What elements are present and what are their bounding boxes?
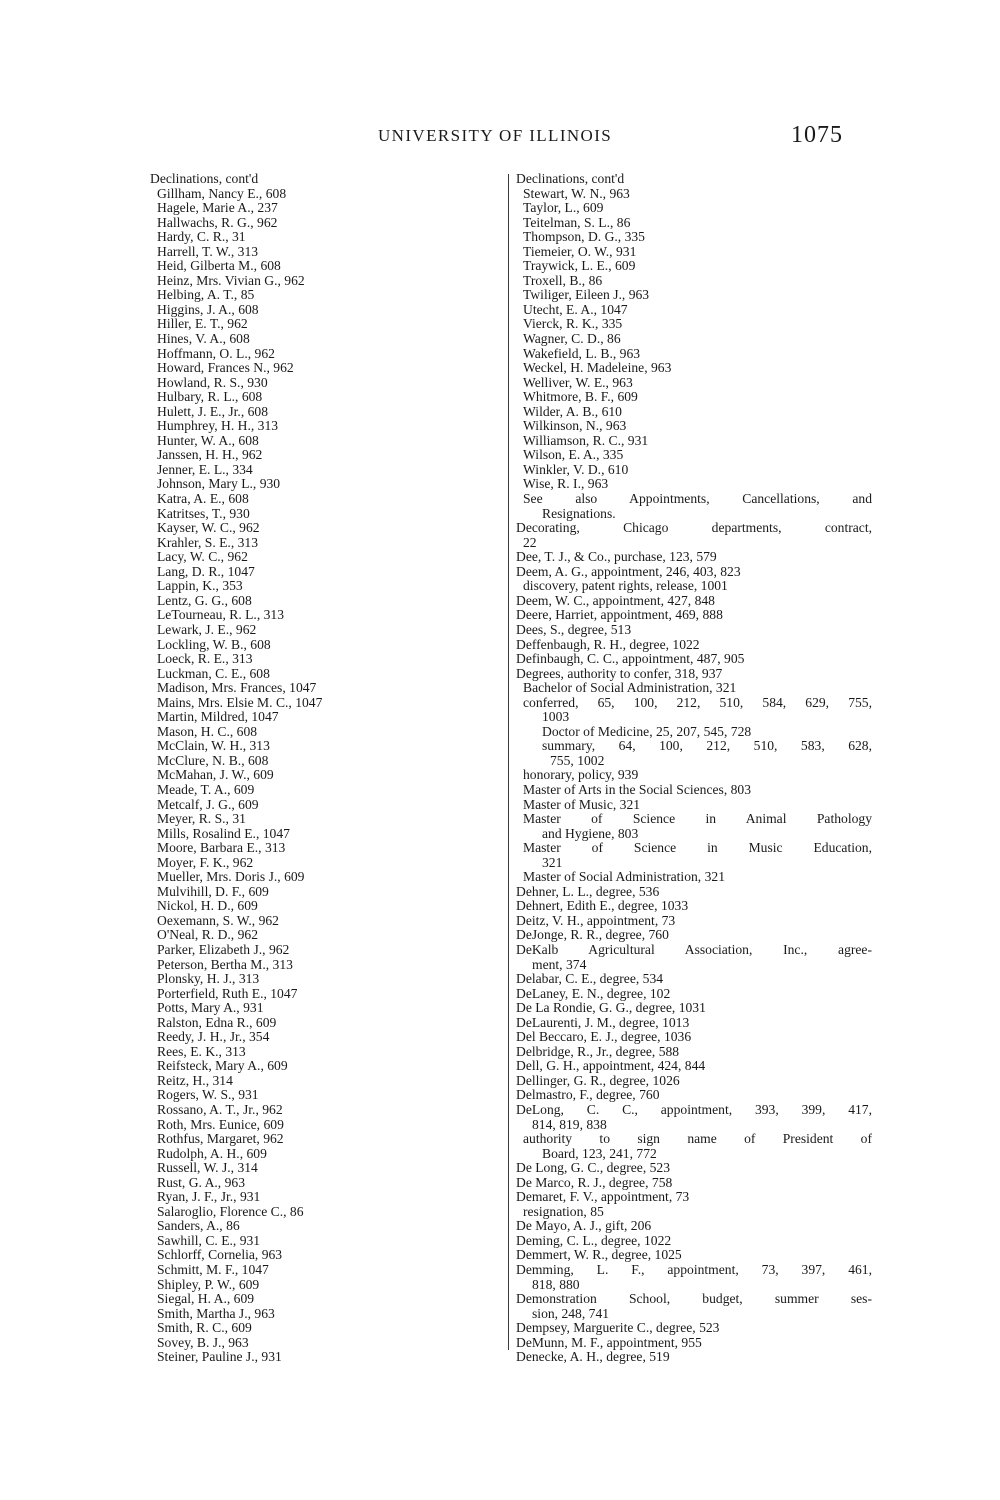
index-subentry: sion, 248, 741 [532,1305,610,1321]
index-subentry: Russell, W. J., 314 [157,1160,258,1176]
index-subentry: Mulvihill, D. F., 609 [157,883,269,899]
index-subentry: Sanders, A., 86 [157,1218,240,1234]
index-subentry: summary, 64, 100, 212, 510, 583, 628, [542,738,872,754]
index-subentry: Oexemann, S. W., 962 [157,912,279,928]
index-subentry: Reedy, J. H., Jr., 354 [157,1029,270,1045]
index-heading: Dehner, L. L., degree, 536 [516,883,660,899]
index-subentry: Meyer, R. S., 31 [157,811,246,827]
index-subentry: 1003 [542,709,570,725]
index-subentry: Whitmore, B. F., 609 [523,389,638,405]
index-subentry: Rossano, A. T., Jr., 962 [157,1102,283,1117]
index-column-left [150,172,500,1365]
index-subentry: McClain, W. H., 313 [157,738,270,754]
index-subentry: Martin, Mildred, 1047 [157,709,279,725]
index-heading: Decorating, Chicago departments, contract, [516,520,872,536]
index-subentry: Loeck, R. E., 313 [157,651,253,667]
index-subentry: Reitz, H., 314 [157,1072,233,1088]
index-subentry: Schmitt, M. F., 1047 [157,1262,269,1278]
index-subentry: Lappin, K., 353 [157,578,243,594]
index-subentry: Madison, Mrs. Frances, 1047 [157,680,317,696]
index-subentry: Mueller, Mrs. Doris J., 609 [157,869,305,885]
index-heading: De Marco, R. J., degree, 758 [516,1174,673,1190]
index-subentry: Lentz, G. G., 608 [157,592,252,608]
index-heading: DeLong, C. C., appointment, 393, 399, 417, [516,1102,872,1117]
index-subentry: Potts, Mary A., 931 [157,1000,264,1016]
index-subentry: See also Appointments, Cancellations, and [523,491,872,507]
index-heading: Delmastro, F., degree, 760 [516,1087,660,1103]
index-subentry: Hallwachs, R. G., 962 [157,214,278,230]
index-subentry: Traywick, L. E., 609 [523,258,636,274]
index-subentry: McClure, N. B., 608 [157,752,269,768]
index-subentry: Bachelor of Social Administration, 321 [523,680,737,696]
index-subentry: Salaroglio, Florence C., 86 [157,1203,304,1219]
running-head [0,122,1000,152]
index-subentry: Mills, Rosalind E., 1047 [157,825,290,841]
index-subentry: honorary, policy, 939 [523,767,639,783]
index-subentry: Reifsteck, Mary A., 609 [157,1058,288,1074]
index-subentry: Krahler, S. E., 313 [157,534,259,550]
index-heading: De La Rondie, G. G., degree, 1031 [516,1000,706,1016]
index-subentry: Lockling, W. B., 608 [157,636,271,652]
index-subentry: authority to sign name of President of [523,1131,872,1147]
index-subentry: Wilder, A. B., 610 [523,403,622,419]
index-subentry: Schlorff, Cornelia, 963 [157,1247,283,1263]
index-subentry: Troxell, B., 86 [523,272,603,288]
index-subentry: Lacy, W. C., 962 [157,549,248,565]
index-subentry: conferred, 65, 100, 212, 510, 584, 629, 755, [523,694,872,710]
index-subentry: Peterson, Bertha M., 313 [157,956,293,972]
index-subentry: Roth, Mrs. Eunice, 609 [157,1116,284,1132]
index-subentry: Resignations. [542,505,616,521]
index-heading: De Long, G. C., degree, 523 [516,1160,671,1176]
index-subentry: Wakefield, L. B., 963 [523,345,641,361]
index-subentry: Rogers, W. S., 931 [157,1087,259,1103]
index-subentry: Siegal, H. A., 609 [157,1291,255,1307]
index-subentry: Tiemeier, O. W., 931 [523,243,637,259]
index-subentry: Utecht, E. A., 1047 [523,301,628,317]
index-subentry: Vierck, R. K., 335 [523,316,623,332]
index-subentry: Hiller, E. T., 962 [157,316,248,332]
index-heading: Deming, C. L., degree, 1022 [516,1232,672,1248]
index-subentry: McMahan, J. W., 609 [157,767,274,783]
index-heading: Denecke, A. H., degree, 519 [516,1349,670,1365]
index-subentry: Sawhill, C. E., 931 [157,1232,261,1248]
index-heading: Deitz, V. H., appointment, 73 [516,912,676,928]
index-subentry: Ryan, J. F., Jr., 931 [157,1189,261,1205]
index-subentry: Winkler, V. D., 610 [523,461,629,477]
index-subentry: Mason, H. C., 608 [157,723,258,739]
index-subentry: ment, 374 [532,956,587,972]
index-subentry: 321 [542,854,563,870]
index-subentry: Mains, Mrs. Elsie M. C., 1047 [157,694,323,710]
index-subentry: Smith, Martha J., 963 [157,1305,275,1321]
index-subentry: Shipley, P. W., 609 [157,1276,260,1292]
index-subentry: Wilkinson, N., 963 [523,418,627,434]
index-subentry: 755, 1002 [550,752,605,768]
index-subentry: Harrell, T. W., 313 [157,243,259,259]
index-subentry: Rothfus, Margaret, 962 [157,1131,284,1147]
index-heading: Deem, W. C., appointment, 427, 848 [516,592,715,608]
index-subentry: Steiner, Pauline J., 931 [157,1349,282,1365]
page-number: 1075 [791,122,843,148]
index-subentry: Wagner, C. D., 86 [523,331,621,347]
index-subentry: Hunter, W. A., 608 [157,432,259,448]
index-subentry: 814, 819, 838 [532,1116,607,1132]
index-subentry: O'Neal, R. D., 962 [157,927,258,943]
index-subentry: Master of Science in Animal Pathology [523,811,872,827]
index-heading: Definbaugh, C. C., appointment, 487, 905 [516,651,745,667]
index-subentry: Doctor of Medicine, 25, 207, 545, 728 [542,723,752,739]
index-subentry: 818, 880 [532,1276,580,1292]
index-subentry: Katra, A. E., 608 [157,491,249,507]
index-subentry: Johnson, Mary L., 930 [157,476,281,492]
index-subentry: Board, 123, 241, 772 [542,1145,657,1161]
index-heading: Dellinger, G. R., degree, 1026 [516,1072,680,1088]
index-subentry: Hardy, C. R., 31 [157,229,246,245]
column-divider [508,174,509,1350]
index-heading: DeJonge, R. R., degree, 760 [516,927,669,943]
index-subentry: Moyer, F. K., 962 [157,854,254,870]
index-heading: Dempsey, Marguerite C., degree, 523 [516,1320,720,1336]
index-subentry: LeTourneau, R. L., 313 [157,607,285,623]
index-subentry: Nickol, H. D., 609 [157,898,258,914]
index-subentry: Hoffmann, O. L., 962 [157,345,275,361]
index-subentry: Plonsky, H. J., 313 [157,971,260,987]
index-subentry: Heid, Gilberta M., 608 [157,258,281,274]
index-subentry: Higgins, J. A., 608 [157,301,259,317]
index-subentry: Teitelman, S. L., 86 [523,214,631,230]
index-subentry: Stewart, W. N., 963 [523,185,630,201]
index-heading: Dehnert, Edith E., degree, 1033 [516,898,689,914]
index-subentry: Ralston, Edna R., 609 [157,1014,277,1030]
index-subentry: Howard, Frances N., 962 [157,360,294,376]
index-subentry: Luckman, C. E., 608 [157,665,270,681]
index-heading: Demonstration School, budget, summer ses- [516,1291,872,1307]
index-subentry: Taylor, L., 609 [523,200,604,216]
index-subentry: Williamson, R. C., 931 [523,432,649,448]
index-subentry: Lang, D. R., 1047 [157,563,255,579]
index-subentry: Rudolph, A. H., 609 [157,1145,267,1161]
index-subentry: Kayser, W. C., 962 [157,520,260,536]
index-subentry: Lewark, J. E., 962 [157,621,257,637]
index-heading: Dees, S., degree, 513 [516,621,632,637]
index-column-right [516,172,872,1365]
index-heading: DeLaurenti, J. M., degree, 1013 [516,1014,690,1030]
index-heading: Delabar, C. E., degree, 534 [516,971,664,987]
index-subentry: Smith, R. C., 609 [157,1320,252,1336]
index-heading: Del Beccaro, E. J., degree, 1036 [516,1029,692,1045]
index-subentry: Thompson, D. G., 335 [523,229,645,245]
index-subentry: 22 [523,534,537,550]
index-heading: DeMunn, M. F., appointment, 955 [516,1334,702,1350]
index-heading: Demming, L. F., appointment, 73, 397, 461, [516,1262,872,1278]
index-subentry: Weckel, H. Madeleine, 963 [523,360,672,376]
index-subentry: Janssen, H. H., 962 [157,447,263,463]
index-subentry: Rust, G. A., 963 [157,1174,245,1190]
index-subentry: Heinz, Mrs. Vivian G., 962 [157,272,305,288]
page-header-title: UNIVERSITY OF ILLINOIS [378,126,613,145]
index-heading: DeKalb Agricultural Association, Inc., agree- [516,941,872,957]
index-heading: Delbridge, R., Jr., degree, 588 [516,1043,680,1059]
index-subentry: Humphrey, H. H., 313 [157,418,279,434]
index-heading: Degrees, authority to confer, 318, 937 [516,665,723,681]
index-heading: Dee, T. J., & Co., purchase, 123, 579 [516,549,717,565]
index-subentry: Hagele, Marie A., 237 [157,200,278,216]
index-heading: Demaret, F. V., appointment, 73 [516,1189,690,1205]
index-subentry: Hines, V. A., 608 [157,331,250,347]
index-heading: Deere, Harriet, appointment, 469, 888 [516,607,723,623]
index-heading: De Mayo, A. J., gift, 206 [516,1218,652,1234]
index-subentry: Meade, T. A., 609 [157,781,255,797]
index-subentry: Jenner, E. L., 334 [157,461,253,477]
index-subentry: Welliver, W. E., 963 [523,374,633,390]
index-subentry: Master of Social Administration, 321 [523,869,725,885]
index-subentry: Master of Arts in the Social Sciences, 803 [523,781,752,797]
index-subentry: discovery, patent rights, release, 1001 [523,578,728,594]
index-heading: Deffenbaugh, R. H., degree, 1022 [516,636,700,652]
index-subentry: Rees, E. K., 313 [157,1043,246,1059]
index-subentry: Howland, R. S., 930 [157,374,268,390]
index-subentry: Helbing, A. T., 85 [157,287,255,303]
index-subentry: Master of Science in Music Education, [523,840,872,856]
index-heading: Declinations, cont'd [516,171,625,186]
index-heading: Demmert, W. R., degree, 1025 [516,1247,682,1263]
index-subentry: Gillham, Nancy E., 608 [157,185,287,201]
index-subentry: Wise, R. I., 963 [523,476,609,492]
index-heading: DeLaney, E. N., degree, 102 [516,985,671,1001]
index-subentry: resignation, 85 [523,1203,604,1219]
index-heading: Dell, G. H., appointment, 424, 844 [516,1058,706,1074]
index-subentry: Sovey, B. J., 963 [157,1334,249,1350]
index-subentry: Moore, Barbara E., 313 [157,840,286,856]
index-heading: Deem, A. G., appointment, 246, 403, 823 [516,563,741,579]
index-subentry: and Hygiene, 803 [542,825,639,841]
index-subentry: Twiliger, Eileen J., 963 [523,287,650,303]
index-heading: Declinations, cont'd [150,171,259,186]
index-subentry: Hulbary, R. L., 608 [157,389,263,405]
index-subentry: Master of Music, 321 [523,796,641,812]
index-subentry: Metcalf, J. G., 609 [157,796,259,812]
index-subentry: Porterfield, Ruth E., 1047 [157,985,298,1001]
index-subentry: Hulett, J. E., Jr., 608 [157,403,269,419]
index-subentry: Parker, Elizabeth J., 962 [157,941,290,957]
index-subentry: Wilson, E. A., 335 [523,447,624,463]
index-subentry: Katritses, T., 930 [157,505,250,521]
